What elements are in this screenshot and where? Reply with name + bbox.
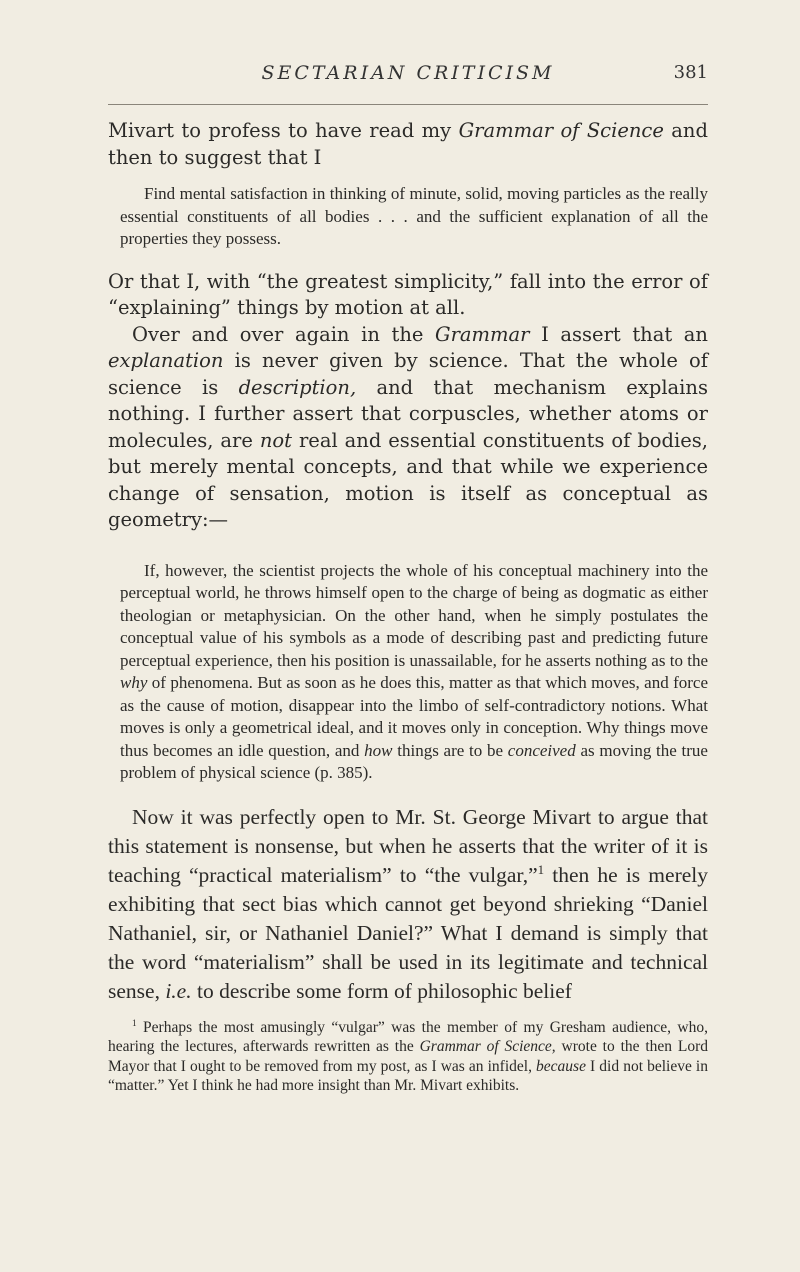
- block-quote-1: Find mental satisfaction in thinking of minute, solid, moving particles as the really essential constituents of all bodies . . . and the sufficient explanation of all the properties they possess.: [120, 184, 708, 248]
- block-quote-2: [120, 560, 708, 785]
- footnote-marker: 1: [132, 1018, 137, 1029]
- italic-text: explanation: [108, 349, 224, 372]
- italic-text: not: [259, 428, 293, 452]
- italic-text: how: [364, 740, 393, 760]
- header-rule: [108, 104, 708, 105]
- footnote: [108, 1018, 708, 1096]
- italic-text: why: [120, 673, 148, 692]
- text-span: then he is merely exhibiting that sect bias which cannot get beyond shrieking “Daniel Nathaniel, sir, or Nathaniel Daniel?” What I demand is simply that the word “materialism” shall be used in its legitimate and technical sense,: [108, 862, 709, 1003]
- paragraph-2: Or that I, with “the greatest simplicity,” fall into the error of “explaining” things by motion at all.: [108, 269, 708, 319]
- text-span: to describe some form of philosophic belief: [191, 978, 572, 1003]
- italic-title: Grammar of Science,: [419, 1038, 556, 1055]
- italic-text: description,: [238, 375, 357, 399]
- paragraph-3: [108, 322, 708, 534]
- italic-text: Grammar: [435, 322, 530, 346]
- text-span: and that mechanism explains nothing. I further assert that corpuscles, whether atoms or molecules, are: [108, 375, 708, 452]
- text-span: things are to be: [392, 740, 508, 760]
- italic-title: Grammar of Science: [458, 119, 664, 142]
- text-span: as moving the true problem of physical science (p. 385).: [120, 740, 708, 782]
- text-span: Perhaps the most amusingly “vulgar” was the member of my Gresham audience, who, hearing the lectures, afterwards rewritten as the: [108, 1018, 708, 1055]
- footnote-reference: 1: [537, 862, 545, 877]
- text-span: is never given by science. That the whole of science is: [108, 349, 708, 399]
- italic-text: i.e.: [165, 978, 192, 1003]
- text-span: Over and over again in the: [132, 322, 436, 346]
- page-header: [108, 62, 708, 92]
- text-span: I did not believe in “matter.” Yet I think he had more insight than Mr. Mivart exhibits.: [108, 1057, 708, 1094]
- page-number: 381: [673, 62, 708, 83]
- text-span: Mivart to profess to have read my: [108, 119, 459, 142]
- text-span: and then to suggest that I: [108, 119, 708, 169]
- italic-text: because: [536, 1057, 586, 1075]
- body-text: [108, 118, 708, 1096]
- paragraph-1: [108, 118, 708, 171]
- text-span: If, however, the scientist projects the whole of his conceptual machinery into the perceptual world, he throws himself open to the charge of being as dogmatic as either theologian or metaphysician. On the other hand, when he simply postulates the conceptual value of his symbols as a mode of describing past and predicting future perceptual experience, then his position is unassailable, for he asserts nothing as to the: [120, 560, 708, 670]
- text-span: Now it was perfectly open to Mr. St. George Mivart to argue that this statement is nonsense, but when he asserts that the writer of it is teaching “practical materialism” to “the vulgar,”: [108, 804, 708, 887]
- running-head: SECTARIAN CRITICISM: [261, 62, 555, 84]
- italic-text: conceived: [507, 740, 576, 760]
- text-span: I assert that an: [529, 322, 708, 346]
- paragraph-4: [108, 803, 708, 1006]
- text-span: wrote to the then Lord Mayor that I ought to be removed from my post, as I was an infidel,: [108, 1038, 709, 1075]
- text-span: of phenomena. But as soon as he does this, matter as that which moves, and force as the cause of motion, disappear into the limbo of self-contradictory notions. What moves is only a geometrical ideal, and it moves only in conception. Why things move thus becomes an idle question, and: [120, 673, 708, 760]
- text-span: real and essential constituents of bodies, but merely mental concepts, and that while we experience change of sensation, motion is itself as conceptual as geometry:—: [108, 428, 709, 531]
